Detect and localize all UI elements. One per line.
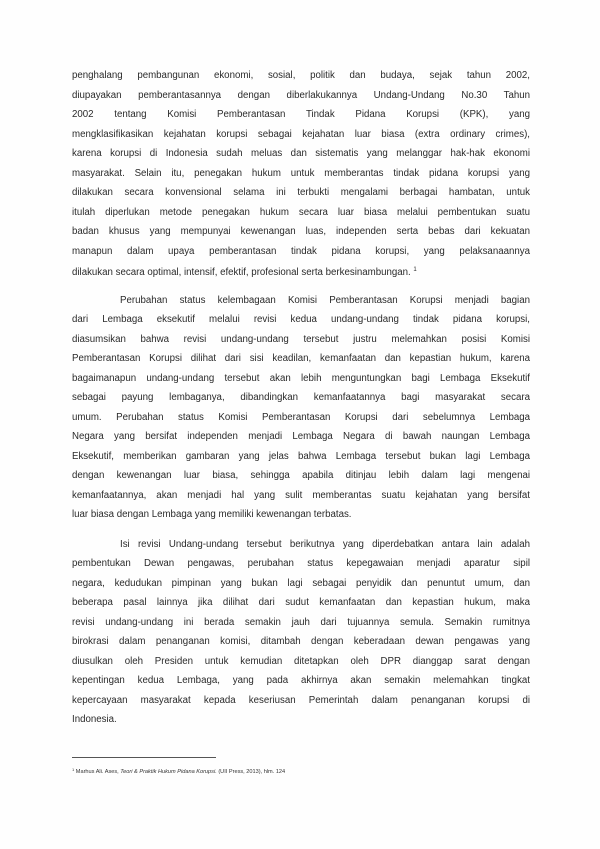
text-line: sebagai payung lembaganya, dibandingkan kemanfaatannya bagi masyarakat secara <box>72 392 530 403</box>
paragraph-gap <box>72 525 530 535</box>
text-line: dilakukan secara konvensional selama ini terbukti mengalami berbagai hambatan, untuk <box>72 187 530 198</box>
text-line: penghalang pembangunan ekonomi, sosial, politik dan budaya, sejak tahun 2002, <box>72 70 530 81</box>
body-text <box>72 66 530 730</box>
text-line: negara, kedudukan pimpinan yang bukan lagi sebagai penyidik dan penuntut umum, dan <box>72 577 530 589</box>
footnote-number: 1 <box>72 767 75 772</box>
paragraph-2 <box>72 291 530 525</box>
text-line: revisi undang-undang ini berada semakin jauh dari tujuannya semula. Semakin rumitnya <box>72 616 530 628</box>
text-line: beberapa pasal lainnya jika dilihat dari sudut kemanfaatan dan kepastian hukum, maka <box>72 597 530 608</box>
text-line: pembentukan Dewan pengawas, perubahan status kepegawaian menjadi aparatur sipil <box>72 558 530 569</box>
text-line: bagaimanapun undang-undang tersebut akan lebih menguntungkan bagi Lembaga Eksekutif <box>72 372 530 384</box>
footnote-title: Teori & Praktik Hukum Pidana Korupsi. <box>120 769 217 775</box>
footnote <box>72 766 285 776</box>
paragraph-1 <box>72 66 530 281</box>
text-line: dengan kewenangan luar biasa, sehingga apabila ditinjau lebih dalam lagi mengenai <box>72 470 530 481</box>
text-line: diasumsikan bahwa revisi undang-undang tersebut justru melemahkan posisi Komisi <box>72 333 530 345</box>
text-line: masyarakat. Selain itu, penegakan hukum untuk memberantas tindak pidana korupsi yang <box>72 167 530 179</box>
text-line: luar biasa dengan Lembaga yang memiliki kewenangan terbatas. <box>72 509 352 520</box>
text-line: itulah diperlukan metode penegakan hukum secara luar biasa melalui pembentukan suatu <box>72 206 530 218</box>
text-line: badan khusus yang mempunyai kewenangan luas, independen serta bebas dari kekuatan <box>72 226 530 237</box>
text-line: umum. Perubahan status Komisi Pemberantasan Korupsi dari sebelumnya Lembaga <box>72 411 530 423</box>
text-line: birokrasi dalam penanganan komisi, ditambah dengan keberadaan dewan pengawas yang <box>72 636 530 647</box>
text-line: mengklasifikasikan kejahatan korupsi sebagai kejahatan luar biasa (extra ordinary crimes), <box>72 128 530 140</box>
text-line: Negara yang bersifat independen menjadi Lembaga Negara di bawah naungan Lembaga <box>72 431 530 442</box>
text-line: diupayakan pemberantasannya dengan diberlakukannya Undang-Undang No.30 Tahun <box>72 89 530 101</box>
text-line: Isi revisi Undang-undang tersebut berikutnya yang diperdebatkan antara lain adalah <box>120 538 530 550</box>
text-line: karena korupsi di Indonesia sudah meluas dan sistematis yang melanggar hak-hak ekonomi <box>72 148 530 159</box>
text-line: manapun dalam upaya pemberantasan tindak pidana korupsi, yang pelaksanaannya <box>72 245 530 257</box>
text-line-content: dilakukan secara optimal, intensif, efektif, profesional serta berkesinambungan. <box>72 267 411 278</box>
text-line <box>72 261 530 281</box>
paragraph-gap <box>72 281 530 291</box>
text-line: dari Lembaga eksekutif melalui revisi kedua undang-undang tindak pidana korupsi, <box>72 314 530 325</box>
footnote-separator <box>72 757 216 758</box>
text-line: Eksekutif, memberikan gambaran yang jelas bahwa Lembaga tersebut bukan lagi Lembaga <box>72 450 530 462</box>
footnote-reference[interactable]: 1 <box>413 267 417 273</box>
footnote-publisher: (UII Press, 2013), hlm. 124 <box>218 769 286 775</box>
paragraph-3 <box>72 535 530 730</box>
text-line: Pemberantasan Korupsi dilihat dari sisi keadilan, kemanfaatan dan kepastian hukum, karena <box>72 353 530 364</box>
text-line: Indonesia. <box>72 714 117 725</box>
text-line: kepercayaan masyarakat kepada keseriusan Pemerintah dalam penanganan korupsi di <box>72 694 530 706</box>
text-line: Perubahan status kelembagaan Komisi Pemberantasan Korupsi menjadi bagian <box>120 294 530 306</box>
text-line: 2002 tentang Komisi Pemberantasan Tindak Pidana Korupsi (KPK), yang <box>72 109 530 120</box>
text-line: kemanfaatannya, akan menjadi hal yang sulit memberantas suatu kejahatan yang bersifat <box>72 489 530 501</box>
footnote-author: Marhus Ali. Ases, <box>75 769 119 775</box>
text-line: diusulkan oleh Presiden untuk kemudian ditetapkan oleh DPR dianggap sarat dengan <box>72 655 530 667</box>
text-line: kepentingan kedua Lembaga, yang pada akhirnya akan semakin melemahkan tingkat <box>72 675 530 686</box>
